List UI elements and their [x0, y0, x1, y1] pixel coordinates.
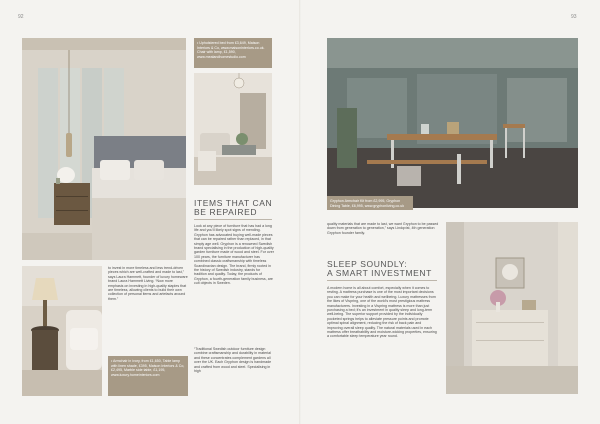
armchair-illustration	[22, 266, 102, 396]
repair-heading-line1: ITEMS THAT CAN	[194, 198, 273, 208]
sleep-heading	[327, 260, 439, 278]
caption-bed: • Upholstered bed from £3,649, Maison Interiors & Co, www.maisoninteriors.co.uk. Chair with lamp, £1,590, www.mealandhomestudio.com	[194, 38, 272, 68]
outdoor-dining-illustration	[327, 38, 578, 208]
repair-heading-rule	[194, 219, 272, 220]
vanity-illustration	[446, 222, 578, 394]
sleep-heading-rule	[327, 280, 437, 281]
right-page-number: 93	[571, 14, 577, 20]
repair-text-1: Look at any piece of furniture that has had a long life and you'll likely spot signs of mending. Gryphon has advocated buying well-made pieces that can be repaired rather than replaced, in that simply age well. Gryphon is a renowned Swedish brand specialising in the production of high-quality garden furniture made of wood and steel. For over 100 years, the furniture manufacturer has combined classic craftsmanship with timeless Scandinavian design. The brand, firmly rooted in the history of Swedish industry, stands for tradition and quality. Today, the products of Gryphon, a fourth-generation family business, are cult objects in Sweden.	[194, 224, 274, 286]
left-column-text: to invest in more timeless and less trend-driven pieces which are well-crafted and made to last,” says Laura Hammett, founder of luxury homeware brand Laura Hammett Living. “Now more emphasis on investing in high-quality staples that are timeless, allowing clients to build their own collection of personal items and artefacts around them.”	[108, 266, 188, 301]
bedroom-photo	[22, 38, 186, 260]
page-spine	[299, 0, 301, 424]
repair-heading	[194, 199, 274, 217]
bedroom-illustration	[22, 38, 186, 260]
caption-armchair: • Armchair in ivory, from £1,650, Table lamp with linen shade, £395, Maison Interiors & Co, £2,495, Marble side table, £1,195, www.luxury.homeinteriors.com	[108, 356, 188, 396]
living-room-photo	[194, 73, 272, 185]
right-column-text: quality materials that are made to last, we want Gryphon to be passed down from generation to generation,” says Lindqvist, 4th generation Gryphon founder family.	[327, 222, 439, 235]
bedroom-vanity-photo	[446, 222, 578, 394]
repair-heading-line2: BE REPAIRED	[194, 207, 258, 217]
sleep-heading-line1: SLEEP SOUNDLY:	[327, 259, 408, 269]
sleep-heading-line2: A SMART INVESTMENT	[327, 268, 432, 278]
living-room-illustration	[194, 73, 272, 185]
armchair-photo	[22, 266, 102, 396]
sleep-text: A modern home is all about comfort, especially when it comes to resting. A mattress purchase is one of the most important decisions you can make for your health and wellbeing. Luxury mattresses from the likes of Vispring, one of the world's most prestigious mattress manufacturers. Investing in a Vispring mattress is more than just purchasing a bed; it's an investment in quality sleep and long-term well-being. The superior support provided by the individually pocketed springs helps to alleviate pressure points and promote optimal spinal alignment, reducing the risk of back pain and improving overall sleep quality. The natural materials used in each mattress offer breathability and moisture-wicking properties, ensuring a comfortable sleep temperature year round.	[327, 286, 437, 339]
repair-text-2: “Traditional Swedish outdoor furniture design combine craftsmanship and durability in material and these concentrates complement gardens all over the UK. Each Gryphon design is handmade and crafted from wood and steel. Specialising in high	[194, 347, 272, 374]
outdoor-dining-photo	[327, 38, 578, 208]
left-page-number: 92	[18, 14, 24, 20]
caption-dining: Gryphon Armchair Kit from £2,995, Gryphon Dining Table, £6,995, www.gryphonliving.co.uk	[327, 196, 413, 210]
